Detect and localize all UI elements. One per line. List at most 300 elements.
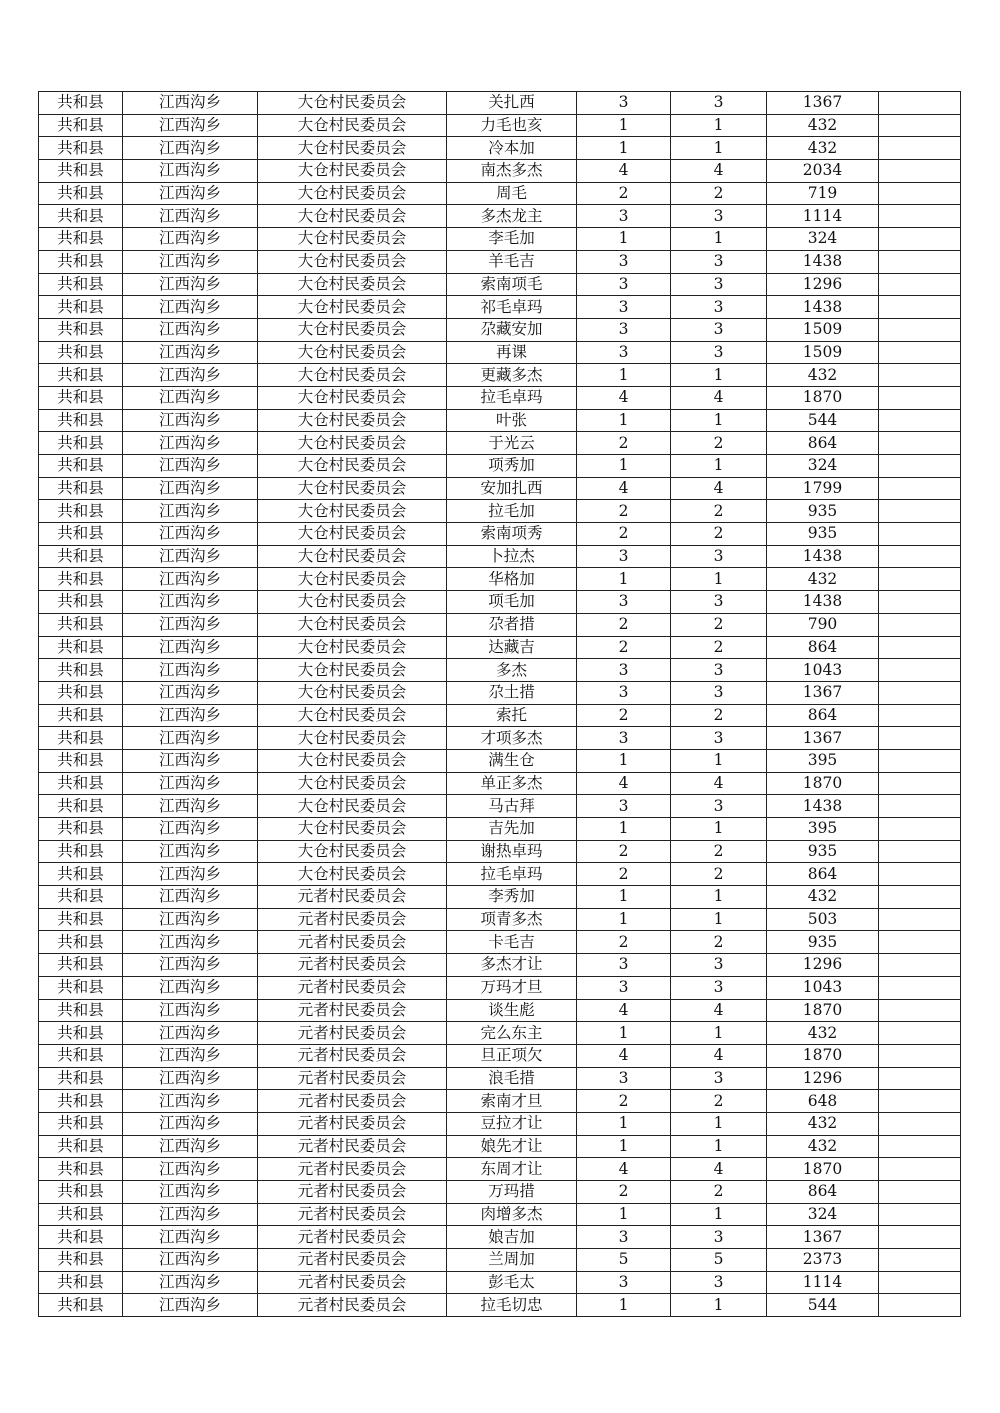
note-cell	[879, 1294, 961, 1317]
table-row	[39, 250, 961, 273]
township-cell: 江西沟乡	[123, 114, 258, 137]
name-cell: 项秀加	[447, 455, 577, 478]
name-cell: 谢热卓玛	[447, 840, 577, 863]
count-a-cell: 5	[577, 1249, 671, 1272]
note-cell	[879, 727, 961, 750]
count-b-cell: 4	[671, 160, 767, 183]
amount-cell: 1296	[767, 954, 879, 977]
note-cell	[879, 954, 961, 977]
count-b-cell: 2	[671, 500, 767, 523]
county-cell: 共和县	[39, 704, 123, 727]
county-cell: 共和县	[39, 613, 123, 636]
count-b-cell: 3	[671, 591, 767, 614]
amount-cell: 648	[767, 1090, 879, 1113]
table-row	[39, 908, 961, 931]
note-cell	[879, 1044, 961, 1067]
amount-cell: 790	[767, 613, 879, 636]
county-cell: 共和县	[39, 976, 123, 999]
name-cell: 万玛措	[447, 1181, 577, 1204]
note-cell	[879, 364, 961, 387]
amount-cell: 1870	[767, 999, 879, 1022]
note-cell	[879, 636, 961, 659]
township-cell: 江西沟乡	[123, 568, 258, 591]
count-b-cell: 1	[671, 749, 767, 772]
name-cell: 吉先加	[447, 818, 577, 841]
county-cell: 共和县	[39, 1294, 123, 1317]
count-b-cell: 3	[671, 545, 767, 568]
name-cell: 李毛加	[447, 228, 577, 251]
amount-cell: 864	[767, 704, 879, 727]
table-row	[39, 1181, 961, 1204]
village-committee-cell: 大仓村民委员会	[258, 636, 447, 659]
county-cell: 共和县	[39, 523, 123, 546]
township-cell: 江西沟乡	[123, 863, 258, 886]
county-cell: 共和县	[39, 137, 123, 160]
village-committee-cell: 元者村民委员会	[258, 1135, 447, 1158]
count-a-cell: 1	[577, 1022, 671, 1045]
note-cell	[879, 591, 961, 614]
count-b-cell: 2	[671, 636, 767, 659]
name-cell: 项毛加	[447, 591, 577, 614]
amount-cell: 432	[767, 886, 879, 909]
table-row	[39, 976, 961, 999]
count-a-cell: 1	[577, 749, 671, 772]
village-committee-cell: 大仓村民委员会	[258, 591, 447, 614]
name-cell: 拉毛卓玛	[447, 863, 577, 886]
count-b-cell: 1	[671, 228, 767, 251]
county-cell: 共和县	[39, 636, 123, 659]
village-committee-cell: 元者村民委员会	[258, 1226, 447, 1249]
village-committee-cell: 元者村民委员会	[258, 999, 447, 1022]
county-cell: 共和县	[39, 228, 123, 251]
count-a-cell: 1	[577, 908, 671, 931]
amount-cell: 1043	[767, 976, 879, 999]
note-cell	[879, 749, 961, 772]
county-cell: 共和县	[39, 92, 123, 115]
county-cell: 共和县	[39, 1044, 123, 1067]
county-cell: 共和县	[39, 1135, 123, 1158]
township-cell: 江西沟乡	[123, 205, 258, 228]
table-row	[39, 1135, 961, 1158]
village-committee-cell: 元者村民委员会	[258, 886, 447, 909]
township-cell: 江西沟乡	[123, 931, 258, 954]
count-b-cell: 3	[671, 659, 767, 682]
village-committee-cell: 大仓村民委员会	[258, 137, 447, 160]
township-cell: 江西沟乡	[123, 1067, 258, 1090]
amount-cell: 432	[767, 364, 879, 387]
township-cell: 江西沟乡	[123, 976, 258, 999]
table-row	[39, 364, 961, 387]
amount-cell: 864	[767, 863, 879, 886]
note-cell	[879, 1226, 961, 1249]
note-cell	[879, 1112, 961, 1135]
township-cell: 江西沟乡	[123, 1044, 258, 1067]
count-b-cell: 2	[671, 931, 767, 954]
count-b-cell: 3	[671, 727, 767, 750]
count-b-cell: 1	[671, 1112, 767, 1135]
village-committee-cell: 大仓村民委员会	[258, 92, 447, 115]
count-b-cell: 1	[671, 114, 767, 137]
note-cell	[879, 886, 961, 909]
county-cell: 共和县	[39, 795, 123, 818]
note-cell	[879, 795, 961, 818]
village-committee-cell: 元者村民委员会	[258, 1158, 447, 1181]
table-row	[39, 114, 961, 137]
amount-cell: 432	[767, 1022, 879, 1045]
village-committee-cell: 大仓村民委员会	[258, 727, 447, 750]
note-cell	[879, 1249, 961, 1272]
amount-cell: 432	[767, 1135, 879, 1158]
township-cell: 江西沟乡	[123, 840, 258, 863]
table-row	[39, 92, 961, 115]
name-cell: 多杰才让	[447, 954, 577, 977]
note-cell	[879, 137, 961, 160]
count-a-cell: 3	[577, 727, 671, 750]
table-row	[39, 228, 961, 251]
note-cell	[879, 545, 961, 568]
amount-cell: 1438	[767, 545, 879, 568]
county-cell: 共和县	[39, 1090, 123, 1113]
table-row	[39, 591, 961, 614]
count-b-cell: 1	[671, 908, 767, 931]
count-a-cell: 3	[577, 250, 671, 273]
name-cell: 彭毛太	[447, 1271, 577, 1294]
township-cell: 江西沟乡	[123, 1135, 258, 1158]
county-cell: 共和县	[39, 545, 123, 568]
amount-cell: 395	[767, 749, 879, 772]
count-a-cell: 2	[577, 863, 671, 886]
count-b-cell: 3	[671, 681, 767, 704]
count-a-cell: 3	[577, 273, 671, 296]
county-cell: 共和县	[39, 364, 123, 387]
table-row	[39, 931, 961, 954]
name-cell: 尕者措	[447, 613, 577, 636]
county-cell: 共和县	[39, 863, 123, 886]
count-a-cell: 3	[577, 1067, 671, 1090]
township-cell: 江西沟乡	[123, 908, 258, 931]
table-row	[39, 1112, 961, 1135]
name-cell: 拉毛切忠	[447, 1294, 577, 1317]
name-cell: 浪毛措	[447, 1067, 577, 1090]
count-b-cell: 4	[671, 772, 767, 795]
village-committee-cell: 大仓村民委员会	[258, 318, 447, 341]
county-cell: 共和县	[39, 999, 123, 1022]
amount-cell: 1367	[767, 727, 879, 750]
village-committee-cell: 元者村民委员会	[258, 1249, 447, 1272]
note-cell	[879, 1203, 961, 1226]
township-cell: 江西沟乡	[123, 250, 258, 273]
village-committee-cell: 大仓村民委员会	[258, 659, 447, 682]
township-cell: 江西沟乡	[123, 704, 258, 727]
table-row	[39, 545, 961, 568]
village-committee-cell: 大仓村民委员会	[258, 545, 447, 568]
county-cell: 共和县	[39, 886, 123, 909]
county-cell: 共和县	[39, 205, 123, 228]
amount-cell: 1043	[767, 659, 879, 682]
county-cell: 共和县	[39, 250, 123, 273]
village-committee-cell: 大仓村民委员会	[258, 341, 447, 364]
note-cell	[879, 386, 961, 409]
note-cell	[879, 409, 961, 432]
village-committee-cell: 大仓村民委员会	[258, 477, 447, 500]
amount-cell: 395	[767, 818, 879, 841]
township-cell: 江西沟乡	[123, 636, 258, 659]
count-a-cell: 3	[577, 205, 671, 228]
village-committee-cell: 大仓村民委员会	[258, 863, 447, 886]
name-cell: 华格加	[447, 568, 577, 591]
township-cell: 江西沟乡	[123, 273, 258, 296]
count-a-cell: 4	[577, 1158, 671, 1181]
table-row	[39, 1271, 961, 1294]
name-cell: 祁毛卓玛	[447, 296, 577, 319]
count-b-cell: 4	[671, 386, 767, 409]
table-body	[39, 92, 961, 1317]
count-b-cell: 3	[671, 341, 767, 364]
count-b-cell: 1	[671, 568, 767, 591]
county-cell: 共和县	[39, 160, 123, 183]
count-a-cell: 1	[577, 568, 671, 591]
note-cell	[879, 818, 961, 841]
amount-cell: 324	[767, 1203, 879, 1226]
table-row	[39, 523, 961, 546]
count-a-cell: 3	[577, 296, 671, 319]
name-cell: 旦正项欠	[447, 1044, 577, 1067]
count-b-cell: 3	[671, 954, 767, 977]
name-cell: 索托	[447, 704, 577, 727]
name-cell: 单正多杰	[447, 772, 577, 795]
village-committee-cell: 元者村民委员会	[258, 908, 447, 931]
township-cell: 江西沟乡	[123, 137, 258, 160]
amount-cell: 1438	[767, 795, 879, 818]
table-row	[39, 886, 961, 909]
name-cell: 李秀加	[447, 886, 577, 909]
amount-cell: 544	[767, 409, 879, 432]
name-cell: 肉增多杰	[447, 1203, 577, 1226]
count-a-cell: 2	[577, 523, 671, 546]
note-cell	[879, 976, 961, 999]
count-a-cell: 3	[577, 1271, 671, 1294]
county-cell: 共和县	[39, 840, 123, 863]
table-row	[39, 296, 961, 319]
count-a-cell: 4	[577, 160, 671, 183]
count-a-cell: 4	[577, 386, 671, 409]
county-cell: 共和县	[39, 818, 123, 841]
township-cell: 江西沟乡	[123, 749, 258, 772]
count-b-cell: 3	[671, 1226, 767, 1249]
table-row	[39, 1090, 961, 1113]
table-row	[39, 795, 961, 818]
amount-cell: 1114	[767, 205, 879, 228]
table-row	[39, 1203, 961, 1226]
note-cell	[879, 250, 961, 273]
name-cell: 安加扎西	[447, 477, 577, 500]
village-committee-cell: 大仓村民委员会	[258, 114, 447, 137]
note-cell	[879, 568, 961, 591]
village-committee-cell: 大仓村民委员会	[258, 455, 447, 478]
table-row	[39, 1294, 961, 1317]
village-committee-cell: 大仓村民委员会	[258, 500, 447, 523]
name-cell: 力毛也亥	[447, 114, 577, 137]
count-a-cell: 3	[577, 954, 671, 977]
name-cell: 关扎西	[447, 92, 577, 115]
table-row	[39, 1022, 961, 1045]
amount-cell: 1509	[767, 341, 879, 364]
village-committee-cell: 大仓村民委员会	[258, 205, 447, 228]
village-committee-cell: 元者村民委员会	[258, 1067, 447, 1090]
village-committee-cell: 元者村民委员会	[258, 1203, 447, 1226]
note-cell	[879, 840, 961, 863]
name-cell: 满生仓	[447, 749, 577, 772]
count-a-cell: 2	[577, 1181, 671, 1204]
township-cell: 江西沟乡	[123, 954, 258, 977]
township-cell: 江西沟乡	[123, 160, 258, 183]
township-cell: 江西沟乡	[123, 613, 258, 636]
table-row	[39, 137, 961, 160]
table-row	[39, 568, 961, 591]
count-a-cell: 2	[577, 613, 671, 636]
count-b-cell: 1	[671, 455, 767, 478]
township-cell: 江西沟乡	[123, 591, 258, 614]
township-cell: 江西沟乡	[123, 1112, 258, 1135]
count-b-cell: 1	[671, 1203, 767, 1226]
amount-cell: 544	[767, 1294, 879, 1317]
township-cell: 江西沟乡	[123, 318, 258, 341]
count-b-cell: 1	[671, 364, 767, 387]
amount-cell: 432	[767, 137, 879, 160]
county-cell: 共和县	[39, 477, 123, 500]
village-committee-cell: 大仓村民委员会	[258, 749, 447, 772]
county-cell: 共和县	[39, 1249, 123, 1272]
count-a-cell: 2	[577, 840, 671, 863]
village-committee-cell: 大仓村民委员会	[258, 704, 447, 727]
township-cell: 江西沟乡	[123, 523, 258, 546]
amount-cell: 324	[767, 228, 879, 251]
county-cell: 共和县	[39, 318, 123, 341]
name-cell: 完么东主	[447, 1022, 577, 1045]
county-cell: 共和县	[39, 1067, 123, 1090]
amount-cell: 1367	[767, 681, 879, 704]
county-cell: 共和县	[39, 659, 123, 682]
village-committee-cell: 元者村民委员会	[258, 1022, 447, 1045]
county-cell: 共和县	[39, 1181, 123, 1204]
amount-cell: 935	[767, 840, 879, 863]
name-cell: 尕土措	[447, 681, 577, 704]
amount-cell: 2034	[767, 160, 879, 183]
county-cell: 共和县	[39, 296, 123, 319]
amount-cell: 1114	[767, 1271, 879, 1294]
name-cell: 多杰龙主	[447, 205, 577, 228]
village-committee-cell: 元者村民委员会	[258, 1181, 447, 1204]
county-cell: 共和县	[39, 749, 123, 772]
township-cell: 江西沟乡	[123, 999, 258, 1022]
name-cell: 索南项秀	[447, 523, 577, 546]
count-b-cell: 2	[671, 704, 767, 727]
name-cell: 豆拉才让	[447, 1112, 577, 1135]
note-cell	[879, 772, 961, 795]
note-cell	[879, 523, 961, 546]
count-b-cell: 3	[671, 250, 767, 273]
count-a-cell: 3	[577, 681, 671, 704]
table-row	[39, 182, 961, 205]
note-cell	[879, 908, 961, 931]
table-row	[39, 1067, 961, 1090]
amount-cell: 1870	[767, 1044, 879, 1067]
name-cell: 多杰	[447, 659, 577, 682]
note-cell	[879, 500, 961, 523]
count-b-cell: 4	[671, 1158, 767, 1181]
count-b-cell: 2	[671, 1090, 767, 1113]
village-committee-cell: 大仓村民委员会	[258, 250, 447, 273]
village-committee-cell: 大仓村民委员会	[258, 523, 447, 546]
name-cell: 索南才旦	[447, 1090, 577, 1113]
village-committee-cell: 元者村民委员会	[258, 931, 447, 954]
amount-cell: 1296	[767, 1067, 879, 1090]
name-cell: 达藏吉	[447, 636, 577, 659]
amount-cell: 864	[767, 432, 879, 455]
township-cell: 江西沟乡	[123, 545, 258, 568]
count-a-cell: 1	[577, 137, 671, 160]
amount-cell: 1367	[767, 1226, 879, 1249]
name-cell: 羊毛吉	[447, 250, 577, 273]
count-a-cell: 1	[577, 1203, 671, 1226]
note-cell	[879, 114, 961, 137]
amount-cell: 2373	[767, 1249, 879, 1272]
village-committee-cell: 元者村民委员会	[258, 976, 447, 999]
table-row	[39, 1044, 961, 1067]
count-b-cell: 2	[671, 1181, 767, 1204]
amount-cell: 432	[767, 1112, 879, 1135]
township-cell: 江西沟乡	[123, 1090, 258, 1113]
count-a-cell: 1	[577, 409, 671, 432]
county-cell: 共和县	[39, 1203, 123, 1226]
note-cell	[879, 1271, 961, 1294]
name-cell: 项青多杰	[447, 908, 577, 931]
count-a-cell: 2	[577, 182, 671, 205]
name-cell: 娘吉加	[447, 1226, 577, 1249]
count-a-cell: 1	[577, 455, 671, 478]
village-committee-cell: 元者村民委员会	[258, 1044, 447, 1067]
name-cell: 更藏多杰	[447, 364, 577, 387]
note-cell	[879, 455, 961, 478]
count-b-cell: 3	[671, 273, 767, 296]
township-cell: 江西沟乡	[123, 364, 258, 387]
name-cell: 周毛	[447, 182, 577, 205]
village-committee-cell: 大仓村民委员会	[258, 182, 447, 205]
table-row	[39, 659, 961, 682]
county-cell: 共和县	[39, 341, 123, 364]
count-a-cell: 4	[577, 999, 671, 1022]
name-cell: 南杰多杰	[447, 160, 577, 183]
name-cell: 马古拜	[447, 795, 577, 818]
table-row	[39, 1158, 961, 1181]
township-cell: 江西沟乡	[123, 296, 258, 319]
name-cell: 娘先才让	[447, 1135, 577, 1158]
name-cell: 再课	[447, 341, 577, 364]
township-cell: 江西沟乡	[123, 182, 258, 205]
amount-cell: 935	[767, 523, 879, 546]
county-cell: 共和县	[39, 681, 123, 704]
township-cell: 江西沟乡	[123, 681, 258, 704]
table-row	[39, 840, 961, 863]
county-cell: 共和县	[39, 409, 123, 432]
count-b-cell: 4	[671, 477, 767, 500]
count-b-cell: 2	[671, 182, 767, 205]
count-a-cell: 3	[577, 795, 671, 818]
note-cell	[879, 681, 961, 704]
count-b-cell: 2	[671, 840, 767, 863]
count-b-cell: 2	[671, 613, 767, 636]
count-a-cell: 3	[577, 341, 671, 364]
